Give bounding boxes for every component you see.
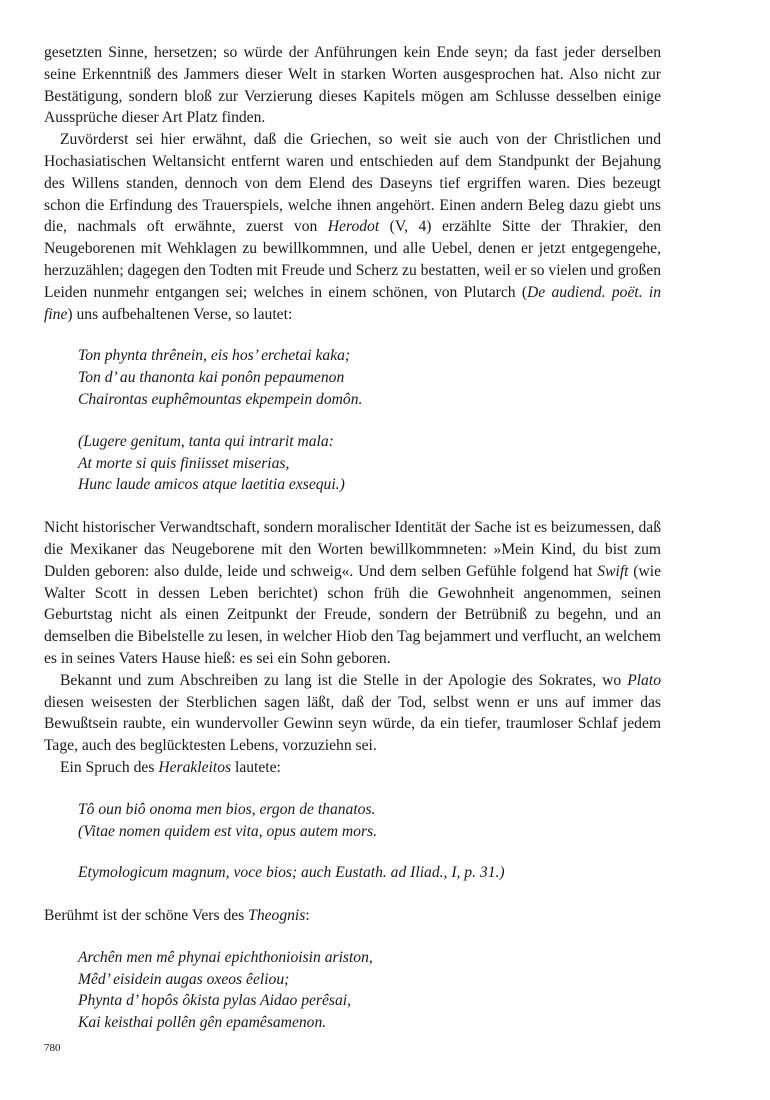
- verse-line: Ton d’ au thanonta kai ponôn pepaumenon: [78, 369, 345, 387]
- paragraph-text: (V, 4) erzählte Sitte der Thrakier, den Neugeborenen mit Wehklagen zu bewillkommnen, und alle Uebel, denen er jetzt entgegengehe, herzuzählen; dagegen den Todten mit Freude und Scherz zu bestatten, weil er so vielen und großen Leiden nunmehr entgangen sei; welches in einem schönen, von Plutarch (: [44, 218, 661, 301]
- verse-line: Mêd’ eisidein augas oxeos êeliou;: [78, 970, 290, 988]
- paragraph-text: diesen weisesten der Sterblichen sagen läßt, daß der Tod, selbst wenn er uns auf immer das Bewußtsein raubte, ein wundervoller Gewinn seyn würde, da ein tiefer, traumloser Schlaf jedem Tage, auch des beglücktesten Lebens, vorzuziehn sei.: [44, 693, 661, 755]
- paragraph-text: Nicht historischer Verwandtschaft, sondern moralischer Identität der Sache ist es beizumessen, daß die Mexikaner das Neugeborene mit den Worten bewillkommneten: »Mein Kind, du bist zum Dulden geboren: also dulde, leide und schweig«. Und dem selben Gefühle folgend hat: [44, 519, 661, 580]
- paragraph-text: :: [305, 907, 310, 925]
- paragraph-text: Zuvörderst sei hier erwähnt, daß die Griechen, so weit sie auch von der Christlichen und Hochasiatischen Weltansicht entfernt waren und entschieden auf dem Standpunkt der Bejahung des Willens standen, dennoch von dem Elend des Daseyns tief ergriffen waren. Dies bezeugt schon die Erfindung des Trauerspiels, welche ihnen angehört. Einen andern Beleg dazu giebt uns die, nachmals oft erwähnte, zuerst von: [44, 131, 661, 236]
- paragraph-text: Berühmt ist der schöne Vers des: [44, 907, 249, 925]
- paragraph: [44, 42, 661, 129]
- verse-line: (Lugere genitum, tanta qui intrarit mala:: [78, 432, 334, 450]
- verse-line: Chairontas euphêmountas ekpempein domôn.: [78, 390, 363, 408]
- verse-line: Phynta d’ hopôs ôkista pylas Aidao perêsai,: [78, 992, 352, 1010]
- verse-line: Etymologicum magnum, voce bios; auch Eustath. ad Iliad., I, p. 31.): [78, 864, 505, 882]
- emphasis: Herodot: [327, 218, 380, 236]
- emphasis: Herakleitos: [158, 758, 232, 776]
- page-body: [44, 42, 661, 1034]
- verse-theognis: [44, 947, 661, 1034]
- verse-greek-1: [44, 345, 661, 410]
- paragraph: [44, 757, 661, 779]
- verse-line: At morte si quis finiisset miserias,: [78, 454, 290, 472]
- page-number: 780: [44, 1042, 61, 1054]
- verse-line: Kai keisthai pollên gên epamêsamenon.: [78, 1014, 327, 1032]
- verse-herakleitos: [44, 799, 661, 843]
- paragraph: [44, 129, 661, 325]
- emphasis: Plato: [627, 671, 661, 689]
- emphasis: Theognis: [248, 907, 306, 925]
- verse-line: Ton phynta thrênein, eis hos’ erchetai kaka;: [78, 347, 351, 365]
- emphasis: Swift: [597, 562, 629, 580]
- verse-line: Tô oun biô onoma men bios, ergon de thanatos.: [78, 800, 376, 818]
- paragraph-text: Bekannt und zum Abschreiben zu lang ist die Stelle in der Apologie des Sokrates, wo: [60, 671, 628, 689]
- paragraph-text: gesetzten Sinne, hersetzen; so würde der Anführungen kein Ende seyn; da fast jeder derselben seine Erkenntniß des Jammers dieser Welt in starken Worten ausgesprochen hat. Also nicht zur Bestätigung, sondern bloß zur Verzierung dieses Kapitels mögen am Schlusse desselben einige Aussprüche dieser Art Platz finden.: [44, 44, 661, 127]
- verse-etymologicum: [44, 862, 661, 884]
- paragraph: [44, 670, 661, 757]
- verse-latin-1: [44, 431, 661, 496]
- emphasis: De audiend. poët. in fine: [44, 283, 661, 323]
- verse-line: (Vitae nomen quidem est vita, opus autem mors.: [78, 822, 377, 840]
- paragraph: [44, 517, 661, 670]
- paragraph-text: lautete:: [231, 758, 281, 776]
- verse-line: Archên men mê phynai epichthonioisin ariston,: [78, 948, 373, 966]
- verse-line: Hunc laude amicos atque laetitia exsequi.): [78, 476, 345, 494]
- paragraph-text: (wie Walter Scott in dessen Leben berichtet) schon früh die Gewohnheit angenommen, seinen Geburtstag nicht als einen Zeitpunkt der Freude, sondern der Betrübniß zu begehn, und an demselben die Bibelstelle zu lesen, in welcher Hiob den Tag bejammert und verflucht, an welchem es in seines Vaters Hause hieß: es sei ein Sohn geboren.: [44, 562, 661, 667]
- paragraph-text: Ein Spruch des: [60, 758, 159, 776]
- paragraph-text: ) uns aufbehaltenen Verse, so lautet:: [67, 305, 293, 323]
- paragraph: [44, 905, 661, 927]
